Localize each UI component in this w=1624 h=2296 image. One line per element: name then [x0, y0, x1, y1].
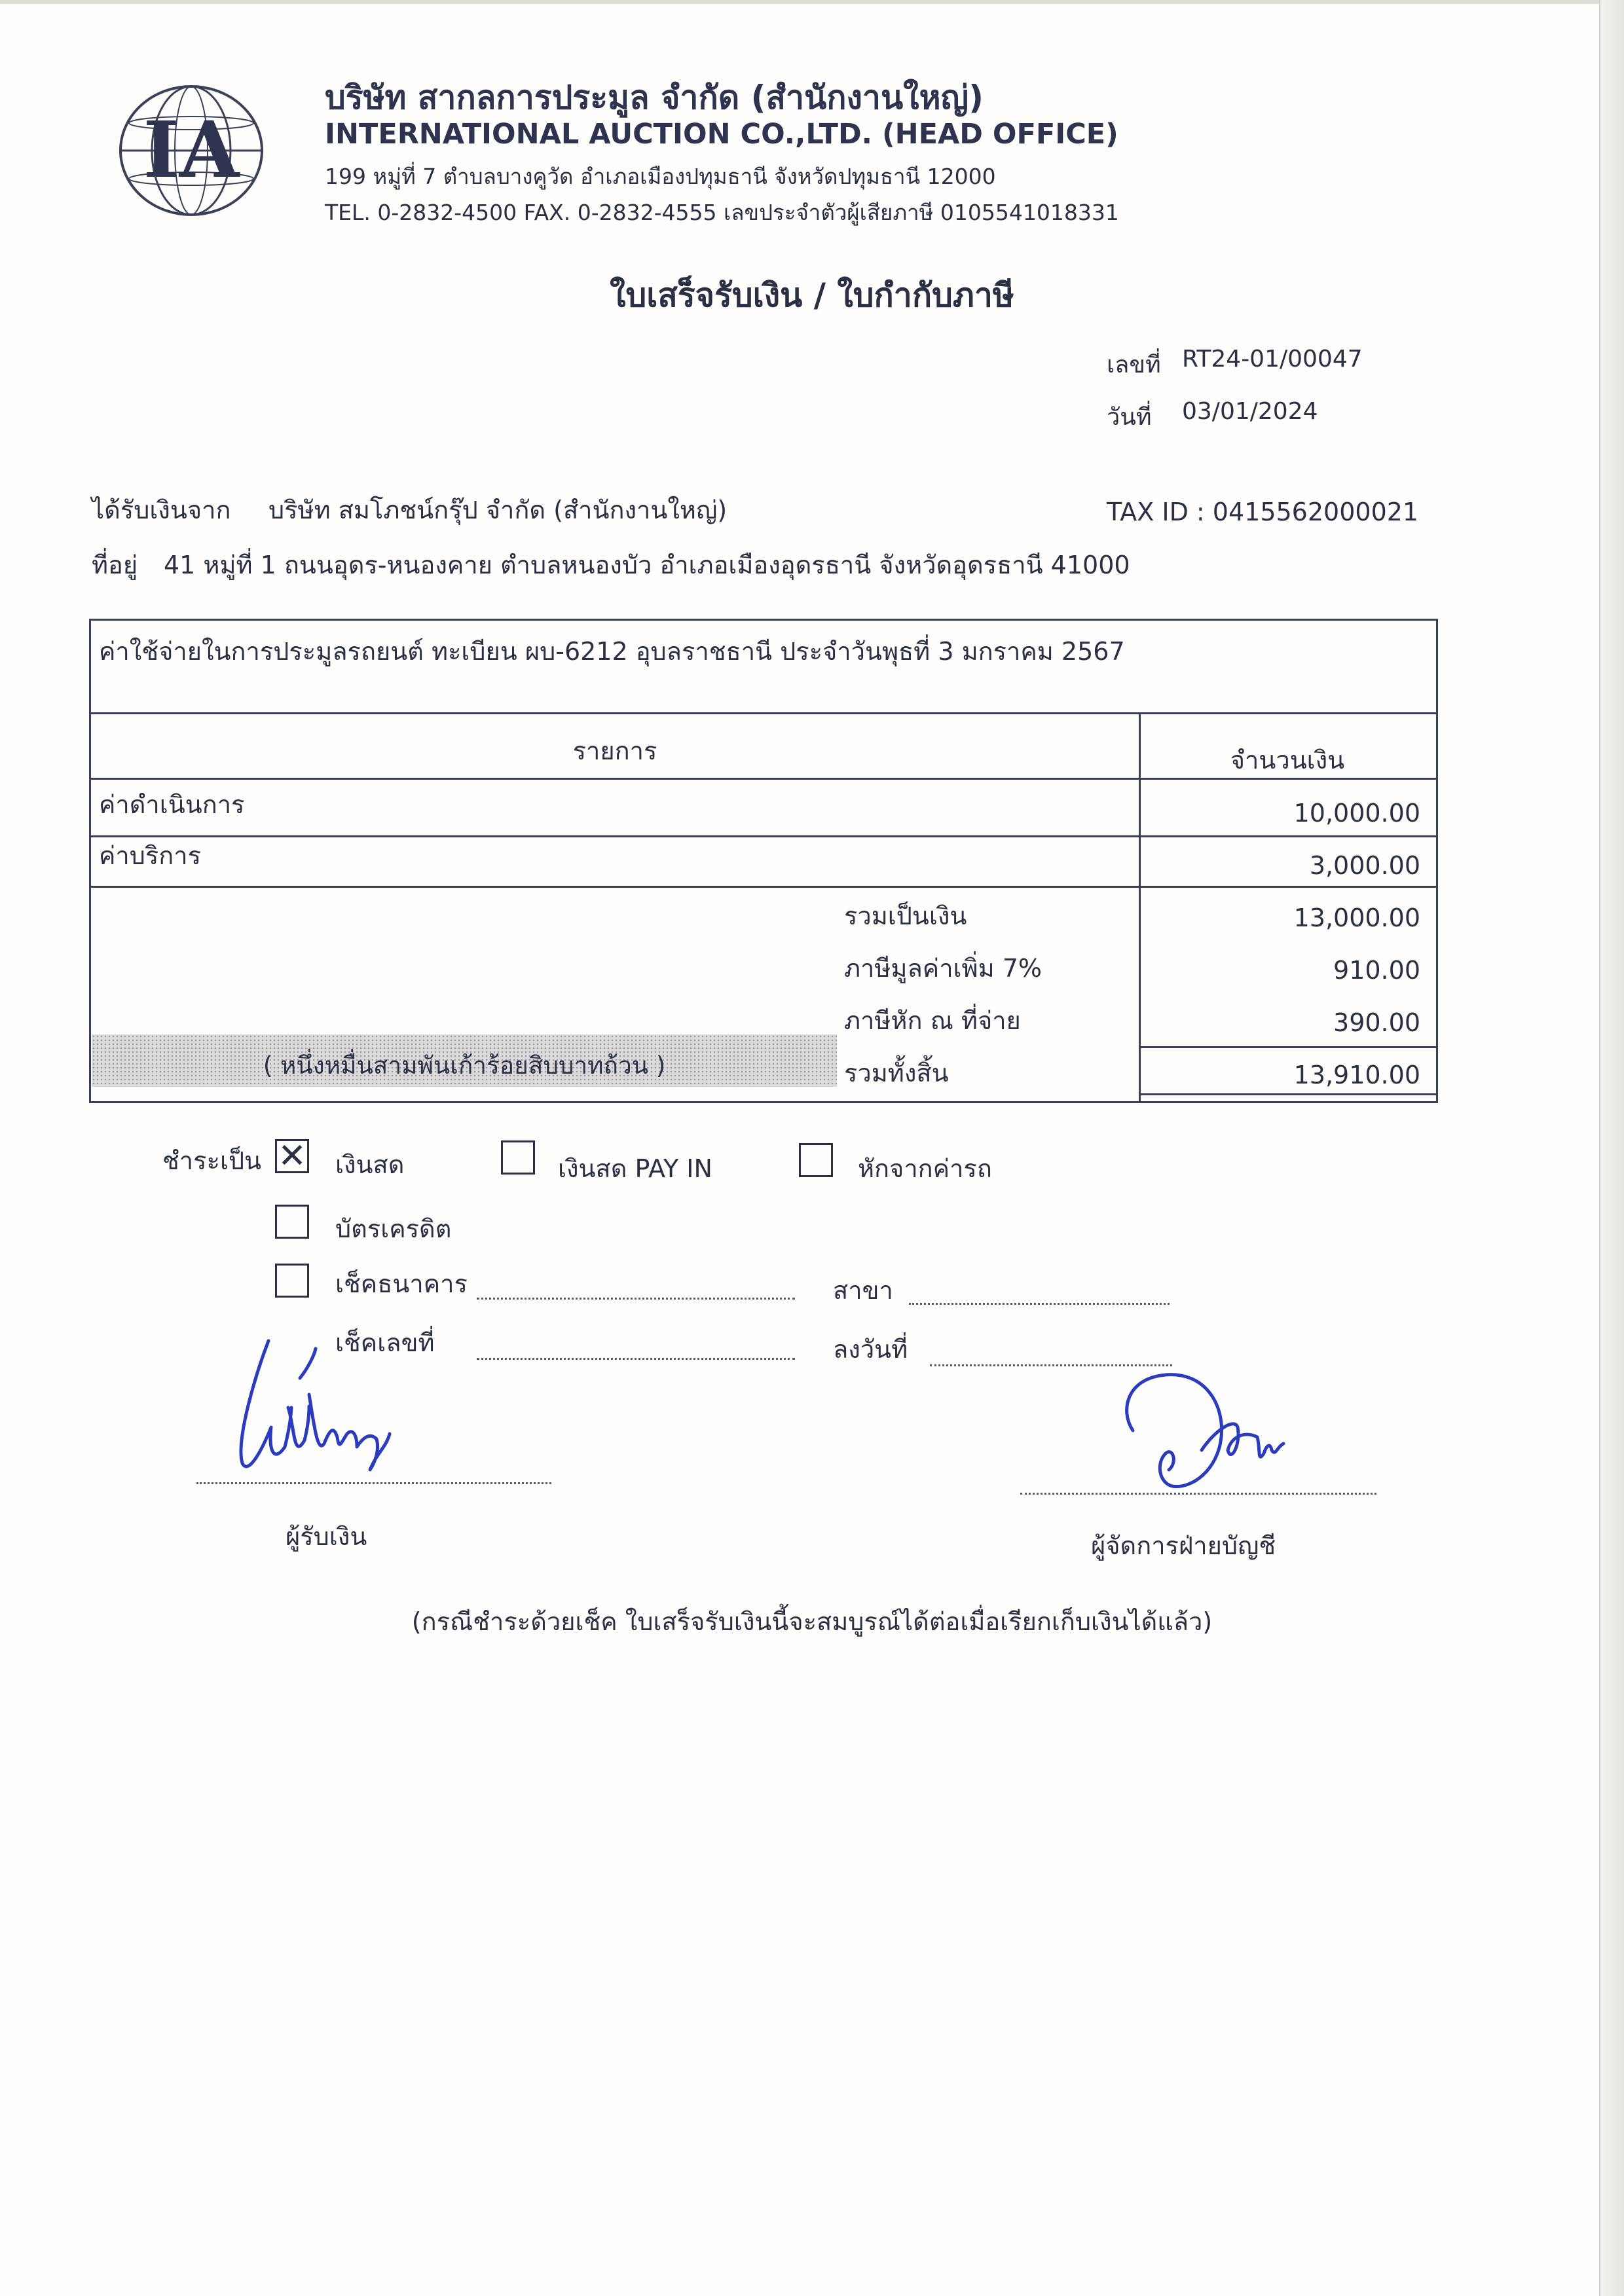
cheque-note: (กรณีชำระด้วยเช็ค ใบเสร็จรับเงินนี้จะสมบูรณ์ได้ต่อเมื่อเรียกเก็บเงินได้แล้ว) — [411, 1607, 1213, 1636]
logo-text: IA — [143, 104, 240, 195]
receiver-signature-line — [196, 1482, 551, 1484]
table-description: ค่าใช้จ่ายในการประมูลรถยนต์ ทะเบียน ผบ-6212 อุบลราชธานี ประจำวันพุธที่ 3 มกราคม 2567 — [99, 637, 1125, 666]
cheque-number-label: เช็คเลขที่ — [335, 1328, 435, 1357]
manager-label: ผู้จัดการฝ่ายบัญชี — [1091, 1531, 1276, 1560]
column-header-amount: จำนวนเงิน — [1230, 746, 1345, 774]
cheque-number-line[interactable] — [477, 1358, 795, 1360]
receipt-number: RT24-01/00047 — [1182, 346, 1363, 373]
payment-payin-checkbox[interactable] — [501, 1140, 535, 1175]
withholding-tax-label: ภาษีหัก ณ ที่จ่าย — [844, 1006, 1021, 1035]
subtotal-amount: 13,000.00 — [1293, 903, 1420, 932]
vat-label: ภาษีมูลค่าเพิ่ม 7% — [844, 954, 1042, 983]
receipt-date-label: วันที่ — [1107, 404, 1152, 431]
payment-label: ชำระเป็น — [162, 1146, 262, 1175]
company-name-en: INTERNATIONAL AUCTION CO.,LTD. (HEAD OFFICE) — [325, 118, 1118, 151]
receiver-label: ผู้รับเงิน — [286, 1522, 367, 1551]
customer-tax-id: TAX ID : 0415562000021 — [1107, 498, 1419, 526]
received-from-label: ได้รับเงินจาก — [92, 496, 231, 524]
payment-bank-cheque-label: เช็คธนาคาร — [335, 1269, 468, 1298]
total-amount: 13,910.00 — [1293, 1061, 1420, 1089]
scan-edge-right — [1599, 0, 1624, 2296]
scan-edge-top — [0, 0, 1624, 4]
customer-address-label: ที่อยู่ — [92, 551, 138, 579]
row-amount-operation-fee: 10,000.00 — [1293, 799, 1420, 828]
payment-deduct-label: หักจากค่ารถ — [858, 1154, 992, 1183]
document-title: ใบเสร็จรับเงิน / ใบกำกับภาษี — [610, 276, 1014, 314]
bank-cheque-line[interactable] — [477, 1298, 795, 1300]
company-address: 199 หมู่ที่ 7 ตำบลบางคูวัด อำเภอเมืองปทุมธานี จังหวัดปทุมธานี 12000 — [325, 164, 996, 189]
cheque-date-label: ลงวันที่ — [833, 1335, 908, 1364]
manager-signature — [1100, 1365, 1336, 1496]
payment-credit-card-checkbox[interactable] — [275, 1205, 309, 1239]
payment-bank-cheque-checkbox[interactable] — [275, 1264, 309, 1298]
row-item-service-fee: ค่าบริการ — [99, 841, 202, 870]
row-item-operation-fee: ค่าดำเนินการ — [99, 790, 245, 819]
payment-credit-card-label: บัตรเครดิต — [335, 1214, 452, 1243]
vat-amount: 910.00 — [1333, 956, 1420, 985]
total-label: รวมทั้งสิ้น — [844, 1059, 949, 1087]
column-header-item: รายการ — [572, 737, 657, 765]
branch-label: สาขา — [833, 1276, 893, 1305]
branch-line[interactable] — [909, 1303, 1170, 1305]
company-logo — [118, 84, 265, 218]
withholding-tax-amount: 390.00 — [1333, 1008, 1420, 1037]
receiver-signature — [223, 1329, 406, 1480]
items-table — [89, 619, 1438, 1103]
payment-payin-label: เงินสด PAY IN — [558, 1154, 712, 1183]
company-contact: TEL. 0-2832-4500 FAX. 0-2832-4555 เลขประจำตัวผู้เสียภาษี 0105541018331 — [325, 200, 1119, 225]
receipt-number-label: เลขที่ — [1107, 352, 1161, 378]
receipt-date: 03/01/2024 — [1182, 398, 1318, 425]
customer-address: 41 หมู่ที่ 1 ถนนอุดร-หนองคาย ตำบลหนองบัว อำเภอเมืองอุดรธานี จังหวัดอุดรธานี 41000 — [164, 551, 1130, 579]
company-name-th: บริษัท สากลการประมูล จำกัด (สำนักงานใหญ่) — [325, 79, 984, 117]
payment-cash-checkbox[interactable]: ✕ — [275, 1139, 309, 1173]
amount-in-words: ( หนึ่งหมื่นสามพันเก้าร้อยสิบบาทถ้วน ) — [263, 1051, 666, 1080]
payment-cash-label: เงินสด — [335, 1150, 405, 1179]
subtotal-label: รวมเป็นเงิน — [844, 902, 967, 930]
customer-name: บริษัท สมโภชน์กรุ๊ป จำกัด (สำนักงานใหญ่) — [268, 496, 728, 524]
row-amount-service-fee: 3,000.00 — [1309, 851, 1420, 880]
payment-deduct-checkbox[interactable] — [799, 1143, 833, 1177]
manager-signature-line — [1020, 1493, 1376, 1495]
